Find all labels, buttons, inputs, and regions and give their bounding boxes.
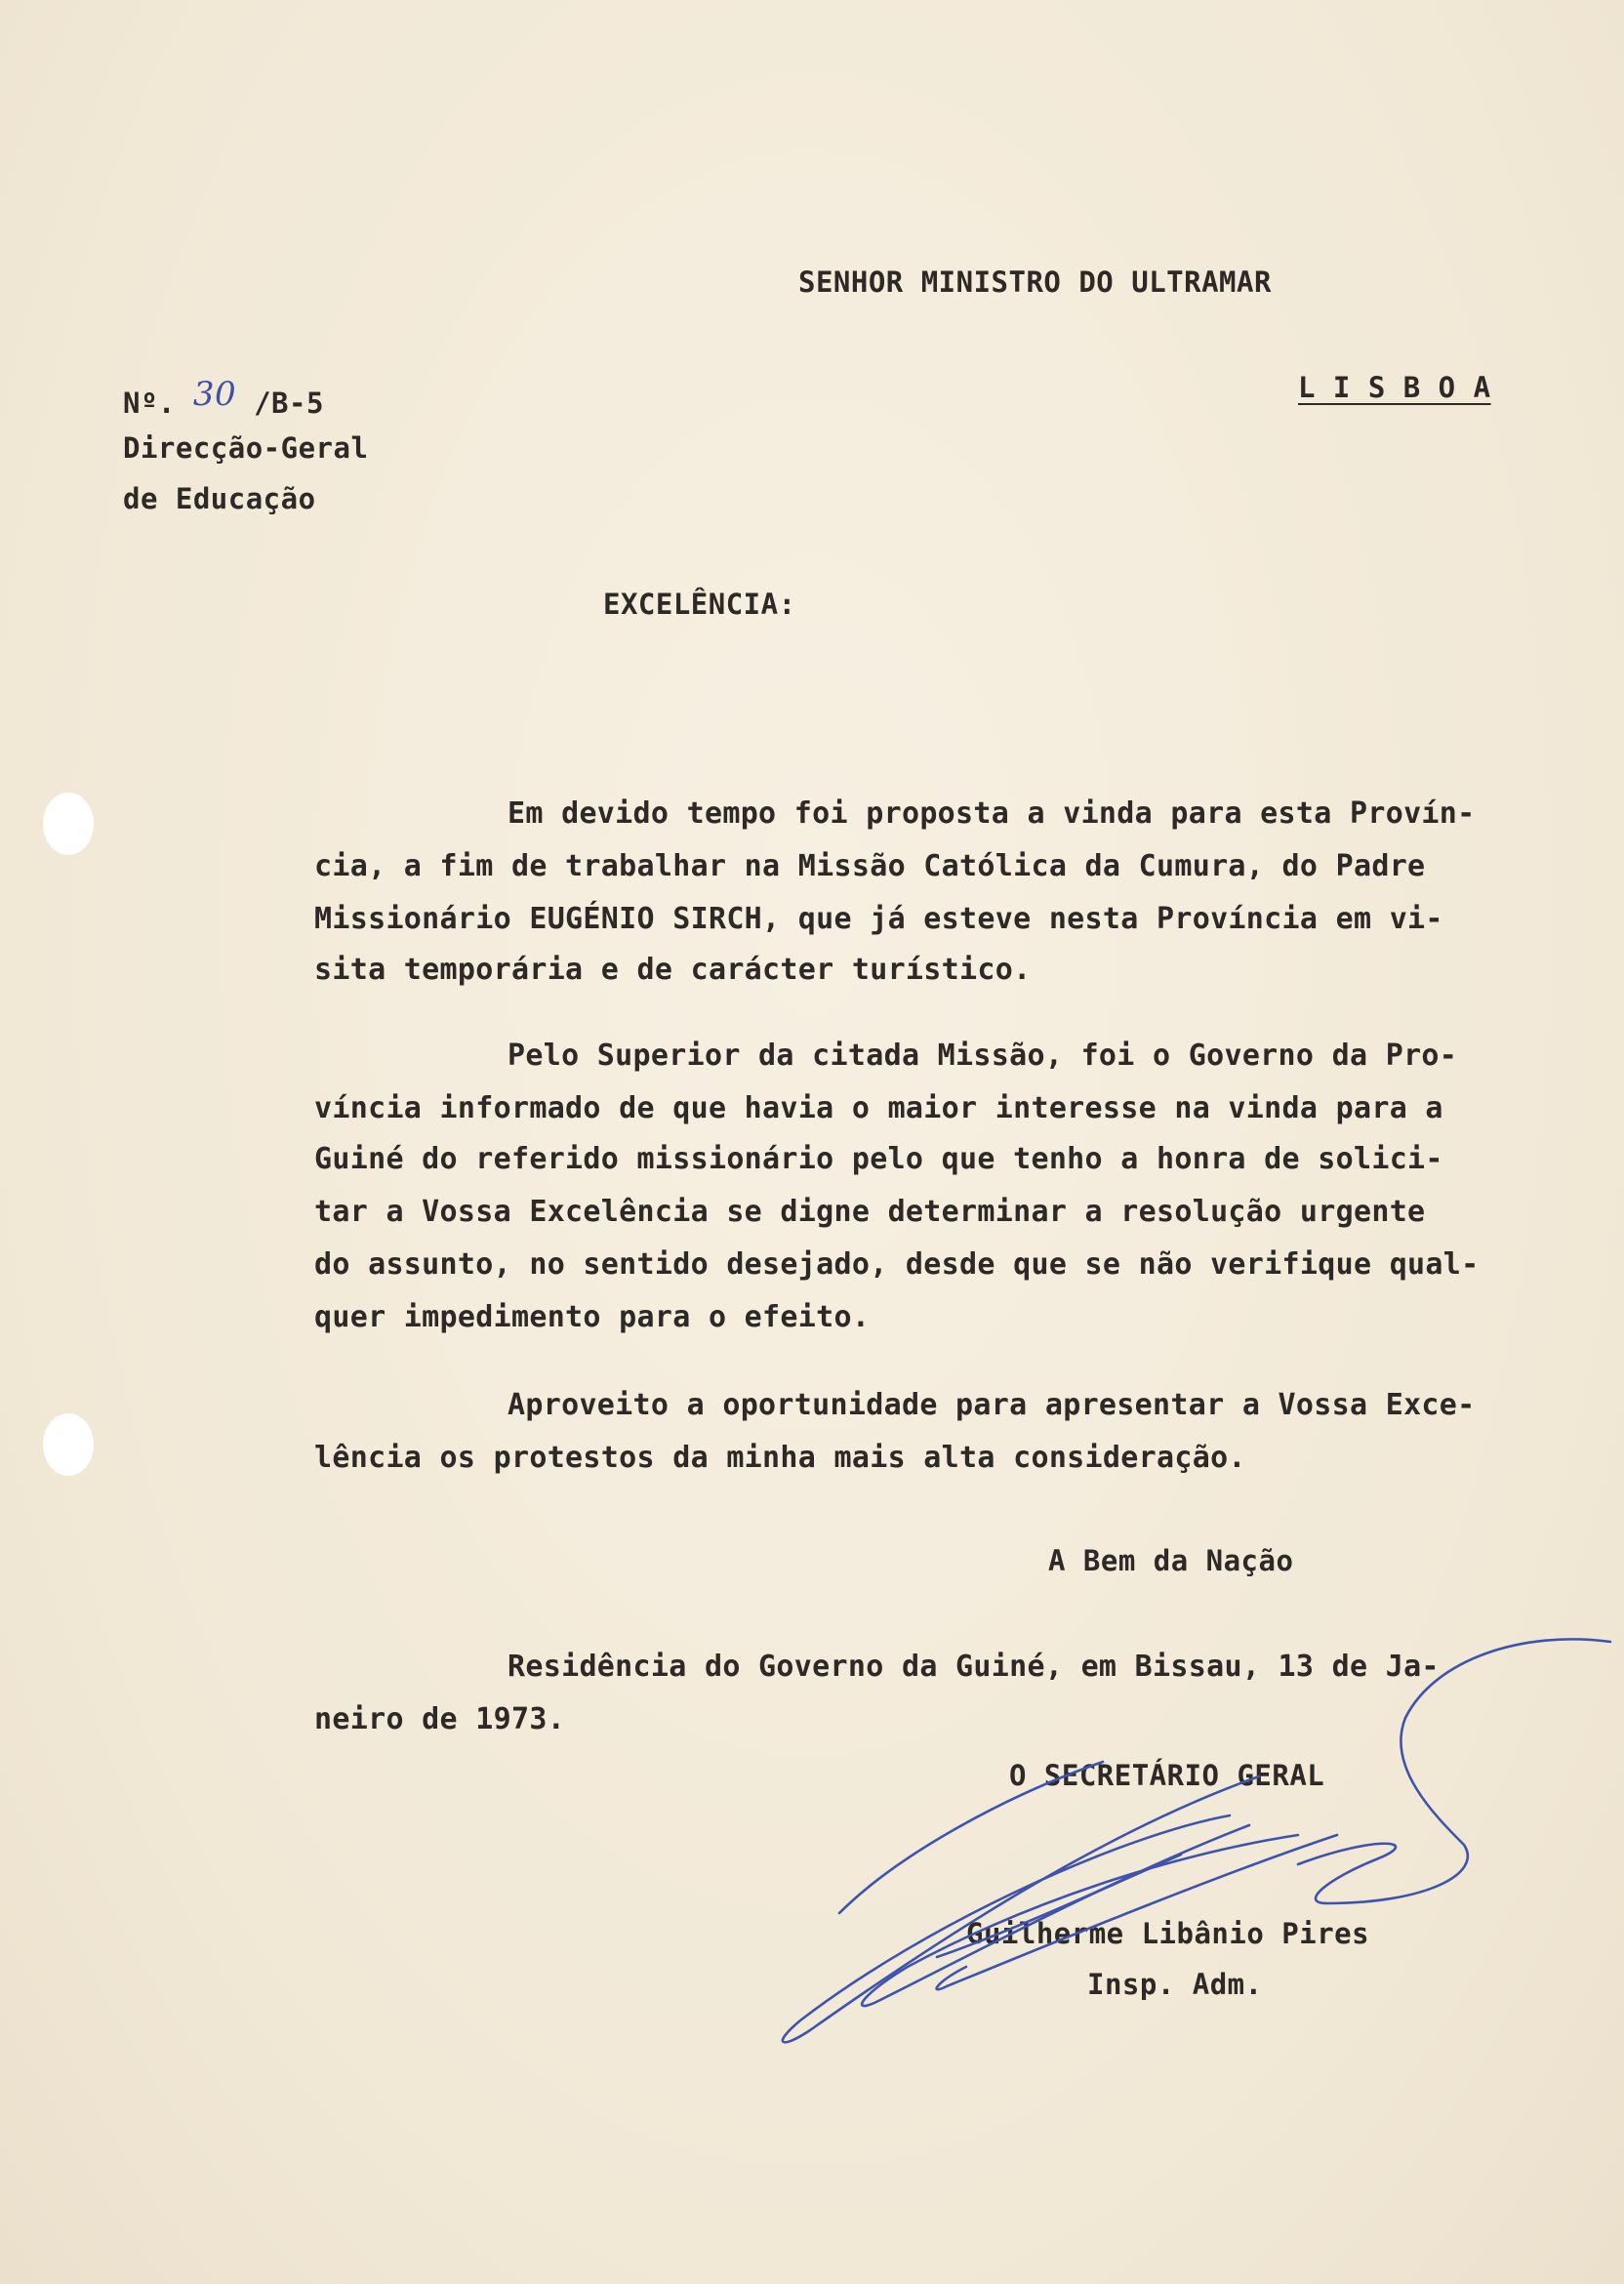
body-line: Missionário EUGÉNIO SIRCH, que já esteve nesta Província em vi- [314,902,1443,936]
body-line: do assunto, no sentido desejado, desde que se não verifique qual- [314,1247,1480,1282]
body-line: Guiné do referido missionário pelo que tenho a honra de solici- [314,1142,1443,1176]
body-line: lência os protestos da minha mais alta consideração. [314,1441,1246,1475]
body-line: tar a Vossa Excelência se digne determinar a resolução urgente [314,1195,1426,1229]
body-line: quer impedimento para o efeito. [314,1300,871,1334]
closing-formula: A Bem da Nação [1048,1544,1294,1577]
body-line: víncia informado de que havia o maior interesse na vinda para a [314,1091,1443,1125]
body-line: Pelo Superior da citada Missão, foi o Governo da Pro- [508,1039,1458,1073]
punch-hole-top [43,793,94,855]
reference-number-line [123,375,324,422]
reference-prefix: Nº. [123,387,176,420]
salutation: EXCELÊNCIA: [603,588,796,621]
place-date-line: Residência do Governo da Guiné, em Bissau, 13 de Ja- [508,1650,1440,1684]
reference-suffix: /B-5 [254,387,324,420]
signatory-title: O SECRETÁRIO GERAL [1009,1759,1325,1792]
signatory-name: Guilherme Libânio Pires [966,1917,1370,1950]
body-line: cia, a fim de trabalhar na Missão Católica da Cumura, do Padre [314,849,1426,883]
body-line: Aproveito a oportunidade para apresentar a Vossa Exce- [508,1388,1476,1422]
punch-hole-bottom [43,1413,94,1476]
reference-handwritten-number: 30 [192,375,237,414]
city: L I S B O A [1298,371,1491,404]
body-line: Em devido tempo foi proposta a vinda para esta Provín- [508,796,1476,831]
body-line: sita temporária e de carácter turístico. [314,953,1032,987]
place-date-line: neiro de 1973. [314,1702,566,1736]
reference-department-2: de Educação [123,482,316,515]
addressee: SENHOR MINISTRO DO ULTRAMAR [798,265,1272,299]
signatory-role: Insp. Adm. [1087,1968,1263,2001]
reference-department: Direcção-Geral [123,431,369,465]
